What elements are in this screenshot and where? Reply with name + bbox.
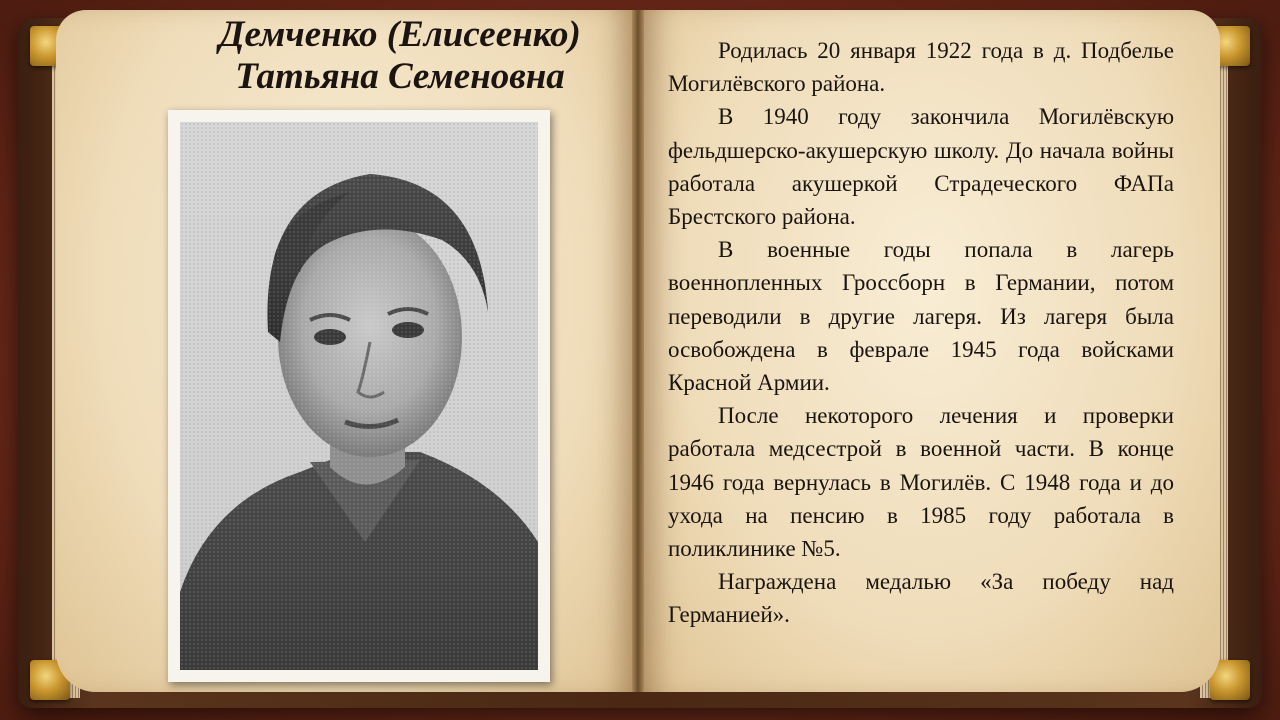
title-line-2: Татьяна Семеновна bbox=[235, 56, 565, 97]
biography-paragraph: Награждена медалью «За победу над Германией». bbox=[668, 569, 1174, 628]
biography-paragraph: Родилась 20 января 1922 года в д. Подбелье Могилёвского района. bbox=[668, 38, 1174, 97]
biography-paragraph: В военные годы попала в лагерь военнопленных Гроссборн в Германии, потом переводили в другие лагеря. Из лагеря была освобождена в феврале 1945 года войсками Красной Армии. bbox=[668, 237, 1174, 396]
biography-text bbox=[668, 34, 1174, 632]
portrait-illustration bbox=[180, 122, 538, 670]
biography-paragraph: После некоторого лечения и проверки работала медсестрой в военной части. В конце 1946 года вернулась в Могилёв. С 1948 года и до ухода на пенсию в 1985 году работала в поликлинике №5. bbox=[668, 403, 1174, 562]
portrait-photo bbox=[180, 122, 538, 670]
biography-paragraph: В 1940 году закончила Могилёвскую фельдшерско-акушерскую школу. До начала войны работала акушеркой Страдеческого ФАПа Брестского района. bbox=[668, 104, 1174, 230]
book-spine bbox=[632, 10, 644, 692]
photo-frame bbox=[168, 110, 550, 682]
page-title bbox=[170, 14, 630, 98]
title-line-1: Демченко (Елисеенко) bbox=[219, 14, 581, 55]
